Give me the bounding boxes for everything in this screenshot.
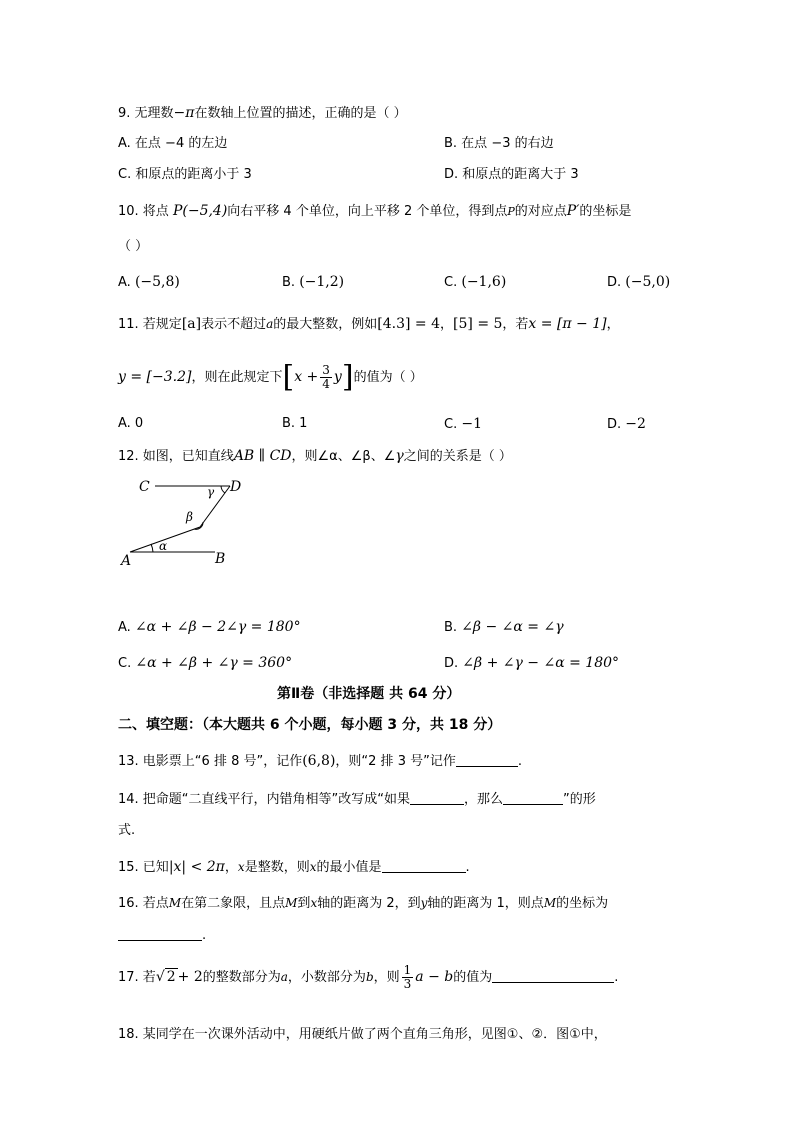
q13-stem: 13. 电影票上“6 排 8 号”，记作(6,8)，则“2 排 3 号”记作 .	[118, 753, 522, 769]
q17-answer-blank[interactable]	[492, 968, 614, 983]
q11-stem-line2: y = [−3.2]，则在此规定下[x + $\frac{3}{4}$ y]的值为（ ）	[118, 359, 423, 395]
q9-option-b: B. 在点 −3 的右边	[444, 136, 554, 151]
q10-stem: 10. 将点 P(−5,4)向右平移 4 个单位，向上平移 2 个单位，得到点P的对应点P′的坐标是	[118, 203, 632, 219]
q9-option-a: A. 在点 −4 的左边	[118, 136, 228, 151]
q15-stem: 15. 已知|x| < 2π，x是整数，则x的最小值是 .	[118, 859, 470, 875]
q11-option-b: B. 1	[282, 416, 308, 431]
q10-option-b: B. (−1,2)	[282, 274, 345, 290]
angle-alpha-arc	[151, 544, 153, 552]
label-beta: β	[186, 510, 193, 524]
q15-answer-blank[interactable]	[382, 858, 466, 873]
q11-fraction: $\frac{3}{4}$	[322, 363, 330, 391]
q14-if-blank[interactable]	[410, 790, 464, 805]
q12-figure	[115, 472, 245, 572]
q12-option-c: C. ∠α + ∠β + ∠γ = 360°	[118, 655, 293, 671]
label-alpha: α	[159, 539, 168, 553]
q14-then-blank[interactable]	[503, 790, 563, 805]
q11-option-c: C. −1	[444, 416, 482, 432]
q12-option-b: B. ∠β − ∠α = ∠γ	[444, 619, 564, 635]
q9-stem: 9. 无理数−π在数轴上位置的描述，正确的是（ ）	[118, 105, 407, 121]
label-a: A	[121, 553, 132, 569]
label-b: B	[215, 551, 226, 567]
q11-option-d: D. −2	[607, 416, 646, 432]
q16-stem: 16. 若点M在第二象限，且点M到x轴的距离为 2，到y轴的距离为 1，则点M的坐标为	[118, 896, 609, 911]
label-d: D	[230, 479, 242, 495]
q12-option-d: D. ∠β + ∠γ − ∠α = 180°	[444, 655, 620, 671]
q16-line2: .	[118, 926, 206, 945]
q10-option-a: A. (−5,8)	[118, 274, 180, 290]
q9-option-c: C. 和原点的距离小于 3	[118, 167, 252, 182]
q11-stem-line1: 11. 若规定[a]表示不超过a的最大整数，例如[4.3] = 4，[5] = 5，若x = [π − 1]，	[118, 316, 620, 332]
q16-answer-blank[interactable]	[118, 926, 202, 941]
q10-paren: （ ）	[118, 239, 149, 254]
q12-option-a: A. ∠α + ∠β − 2∠γ = 180°	[118, 619, 301, 635]
part2-title: 第Ⅱ卷（非选择题 共 64 分）	[277, 686, 461, 702]
q17-stem: 17. 若√ 2 + 2的整数部分为a，小数部分为b，则 $\frac{1}{3}$ a − b的值为 .	[118, 963, 619, 991]
angle-gamma-arc	[221, 486, 225, 493]
q17-fraction: $\frac{1}{3}$	[403, 963, 412, 991]
q10-option-d: D. (−5,0)	[607, 274, 671, 290]
q13-answer-blank[interactable]	[456, 752, 518, 767]
section2-title: 二、填空题：（本大题共 6 个小题，每小题 3 分，共 18 分）	[118, 717, 502, 733]
q14-line2: 式.	[118, 823, 136, 838]
q9-option-d: D. 和原点的距离大于 3	[444, 167, 579, 182]
q18-stem: 18. 某同学在一次课外活动中，用硬纸片做了两个直角三角形，见图①、②．图①中，	[118, 1027, 607, 1042]
q10-option-c: C. (−1,6)	[444, 274, 507, 290]
label-gamma: γ	[207, 485, 215, 499]
label-c: C	[139, 479, 150, 495]
q11-option-a: A. 0	[118, 416, 144, 431]
q14-stem: 14. 把命题“二直线平行，内错角相等”改写成“如果 ，那么 ”的形	[118, 792, 596, 807]
segment-d-bend	[200, 486, 230, 527]
q12-stem: 12. 如图，已知直线AB ∥ CD，则∠α、∠β、∠γ之间的关系是（ ）	[118, 448, 512, 464]
